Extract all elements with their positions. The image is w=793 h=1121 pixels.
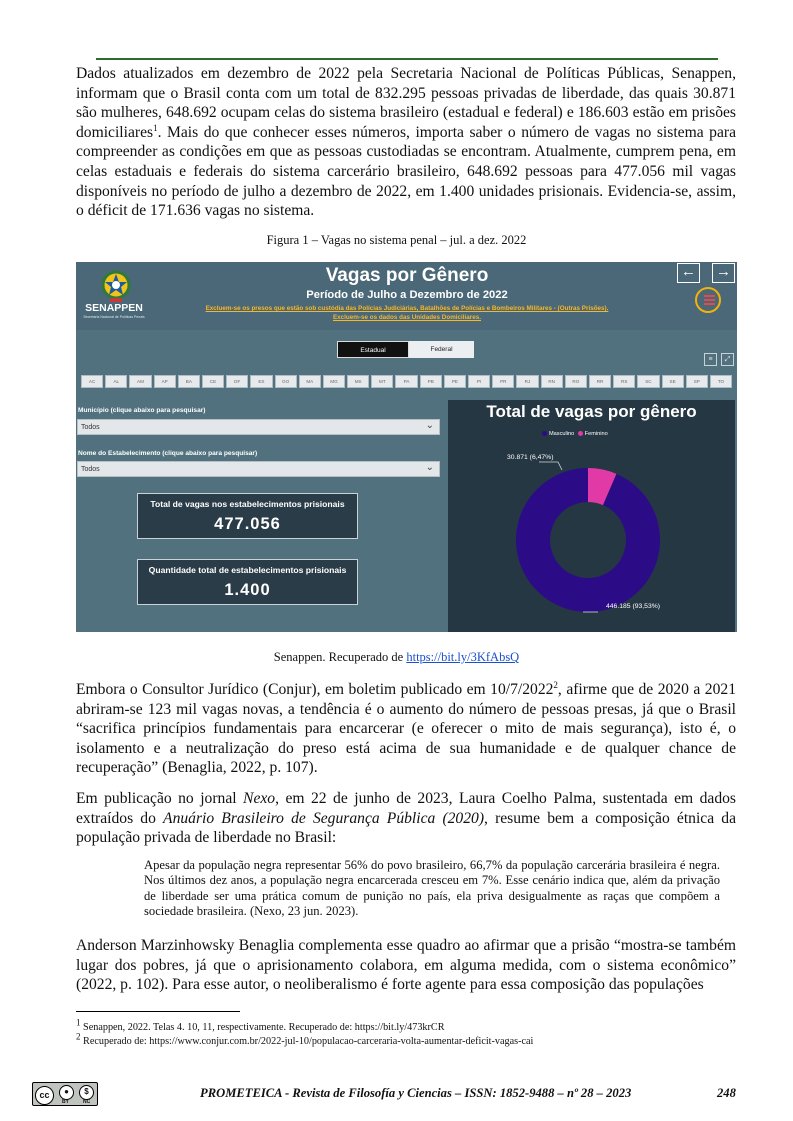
dashboard-subtitle: Período de Julho a Dezembro de 2022 (306, 289, 508, 301)
paragraph-2: Embora o Consultor Jurídico (Conjur), em boletim publicado em 10/7/2022$^2$, afirme que de 2020 a 2021 abriram-se 123 mil vagas novas, a tendência é o aumento do número de pessoas presas, já que o Brasil “sacrifica princípios fundamentais para encarcerar (e oferecer o mito de mais segurança), isto é, o isolamento e a neutralização do preso está acima de sua humanidade e de qualquer chance de recuperação” (Benaglia, 2022, p. 107). (76, 679, 736, 777)
state-button-ro[interactable]: RO (565, 375, 587, 388)
journal-footer: PROMETEICA - Revista de Filosofía y Ciencias – ISSN: 1852-9488 – nº 28 – 2023 (200, 1086, 632, 1100)
donut-slice-masculino[interactable] (516, 468, 660, 612)
total-vagas-card (137, 493, 358, 539)
paragraph-4: Anderson Marzinhowsky Benaglia complementa esse quadro ao afirmar que a prisão “mostra-se também lugar dos pobres, já que o aprisionamento colabora, em alguma medida, com o sistema econômico” (2022, p. 102). Para esse autor, o neoliberalismo é forte agente para essa composição das populações (76, 937, 736, 994)
state-button-mg[interactable]: MG (323, 375, 345, 388)
state-button-am[interactable]: AM (129, 375, 151, 388)
state-button-rj[interactable]: RJ (516, 375, 538, 388)
state-button-rs[interactable]: RS (613, 375, 635, 388)
data-label-feminino: 30.871 (6,47%) (507, 454, 554, 461)
footnote-ref-1[interactable]: 1 (153, 122, 158, 133)
nc-label: NC (83, 1099, 91, 1105)
municipio-label: Município (clique abaixo para pesquisar) (78, 407, 206, 414)
total-vagas-label: Total de vagas nos estabelecimentos prisionais (150, 499, 345, 509)
state-button-ce[interactable]: CE (202, 375, 224, 388)
figure-caption: Figura 1 – Vagas no sistema penal – jul. a dez. 2022 (266, 233, 527, 247)
state-button-se[interactable]: SE (662, 375, 684, 388)
state-button-to[interactable]: TO (710, 375, 732, 388)
state-filter-bar (81, 375, 732, 388)
dashboard-title: Vagas por Gênero (325, 265, 489, 286)
dashboard-note-1: Excluem-se os presos que estão sob custódia das Polícias Judiciárias, Batalhões de Polícias e Bombeiros Militares - (Outras Prisões). (205, 305, 609, 312)
nc-dollar-icon: $ (79, 1085, 94, 1100)
state-button-rn[interactable]: RN (541, 375, 563, 388)
paragraph-1: Dados atualizados em dezembro de 2022 pela Secretaria Nacional de Políticas Públicas, Senappen, informam que o Brasil conta com um total de 832.295 pessoas privadas de liberdade, das quais 30.871 são mulheres, 648.692 ocupam celas do sistema brasileiro (estadual e federal) e 186.603 estão em prisões domiciliares$^1$. Mais do que conhecer esses números, importa saber o número de vagas no sistema para compreender as condições em que as pessoas custodiadas se encontram. Atualmente, cumprem pena, em celas estaduais e federais do sistema carcerário brasileiro, 648.692 pessoas para 477.056 mil vagas disponíveis no período de julho a dezembro de 2022, em 1.400 unidades prisionais. Evidencia-se, assim, o déficit de 171.636 vagas no sistema. (76, 65, 736, 220)
toggle-estadual[interactable]: Estadual (337, 341, 409, 358)
senappen-logo: SENAPPEN (85, 302, 143, 314)
source-link[interactable]: https://bit.ly/3KfAbsQ (406, 650, 520, 664)
estabelecimento-label: Nome do Estabelecimento (clique abaixo para pesquisar) (78, 450, 258, 457)
state-button-go[interactable]: GO (275, 375, 297, 388)
chart-title: Total de vagas por gênero (486, 402, 697, 421)
block-quote: Apesar da população negra representar 56% do povo brasileiro, 66,7% da população carcerária brasileira é negra. Nos últimos dez anos, a população negra encarcerada cresceu em 7%. Esse cenário indica que, além da privação de liberdade ser uma prática comum de punição no país, ela priva desigualmente as raças que compõem a sociedade brasileira. (Nexo, 23 jun. 2023). (144, 858, 720, 918)
total-vagas-value: 477.056 (214, 515, 281, 533)
toggle-federal[interactable]: Federal (409, 341, 474, 358)
by-person-icon: ● (59, 1085, 74, 1100)
paragraph-3: Em publicação no jornal Nexo, em 22 de junho de 2023, Laura Coelho Palma, sustentada em dados extraídos do Anuário Brasileiro de Segurança Pública (2020), resume bem a composição étnica da população privada de liberdade no Brasil: (76, 790, 737, 847)
state-button-ap[interactable]: AP (154, 375, 176, 388)
total-estabelecimentos-value: 1.400 (224, 581, 271, 599)
state-button-rr[interactable]: RR (589, 375, 611, 388)
municipio-dropdown[interactable]: Todos ⌄ (77, 419, 440, 435)
state-button-mt[interactable]: MT (371, 375, 393, 388)
state-button-sc[interactable]: SC (637, 375, 659, 388)
back-arrow-icon[interactable]: ← (677, 263, 700, 283)
estabelecimento-dropdown[interactable]: Todos ⌄ (77, 461, 440, 477)
state-button-pa[interactable]: PA (395, 375, 417, 388)
state-button-pb[interactable]: PB (420, 375, 442, 388)
total-estabelecimentos-label: Quantidade total de estabelecimentos prisionais (148, 565, 347, 575)
state-button-sp[interactable]: SP (686, 375, 708, 388)
state-button-es[interactable]: ES (250, 375, 272, 388)
state-button-pr[interactable]: PR (492, 375, 514, 388)
chevron-down-icon: ⌄ (425, 420, 434, 431)
legend-feminino: Feminino (584, 431, 608, 437)
legend-masculino: Masculino (549, 431, 575, 437)
creative-commons-badge[interactable] (32, 1082, 98, 1106)
forward-arrow-icon[interactable]: → (712, 263, 735, 283)
footnote-rule (76, 1011, 240, 1012)
footnote-ref-2[interactable]: 2 (553, 679, 558, 690)
state-button-pi[interactable]: PI (468, 375, 490, 388)
brasao-emblem-icon (96, 268, 136, 304)
dashboard-figure (76, 262, 737, 632)
state-button-ms[interactable]: MS (347, 375, 369, 388)
state-button-df[interactable]: DF (226, 375, 248, 388)
menu-icon[interactable] (695, 287, 721, 313)
senappen-logo-subtitle: Secretaria Nacional de Políticas Penais (83, 315, 145, 319)
top-rule (96, 58, 718, 60)
footnote-1: $^1$ Senappen, 2022. Telas 4. 10, 11, respectivamente. Recuperado de: https://bit.ly/473krCR (76, 1017, 445, 1033)
state-button-ac[interactable]: AC (81, 375, 103, 388)
by-label: BY (62, 1099, 69, 1105)
state-button-ba[interactable]: BA (178, 375, 200, 388)
expand-icon[interactable]: ⤢ (721, 353, 734, 366)
state-button-al[interactable]: AL (105, 375, 127, 388)
leader-line-feminino (539, 462, 562, 470)
filter-icon[interactable]: ≡ (704, 353, 717, 366)
cc-icon: cc (35, 1086, 54, 1105)
page-number: 248 (717, 1086, 736, 1100)
data-label-masculino: 446.185 (93,53%) (606, 603, 661, 610)
state-button-pe[interactable]: PE (444, 375, 466, 388)
gender-chart-panel (448, 400, 735, 632)
figure-source: Senappen. Recuperado de https://bit.ly/3KfAbsQ (273, 650, 520, 664)
donut-chart (448, 400, 735, 632)
chevron-down-icon: ⌄ (425, 462, 434, 473)
state-button-ma[interactable]: MA (299, 375, 321, 388)
total-estabelecimentos-card (137, 559, 358, 605)
footnote-2: $^2$ Recuperado de: https://www.conjur.com.br/2022-jul-10/populacao-carceraria-volta-aumentar-deficit-vagas-cai (76, 1031, 534, 1047)
dashboard-note-2: Excluem-se os dados das Unidades Domiciliares. (332, 314, 482, 321)
